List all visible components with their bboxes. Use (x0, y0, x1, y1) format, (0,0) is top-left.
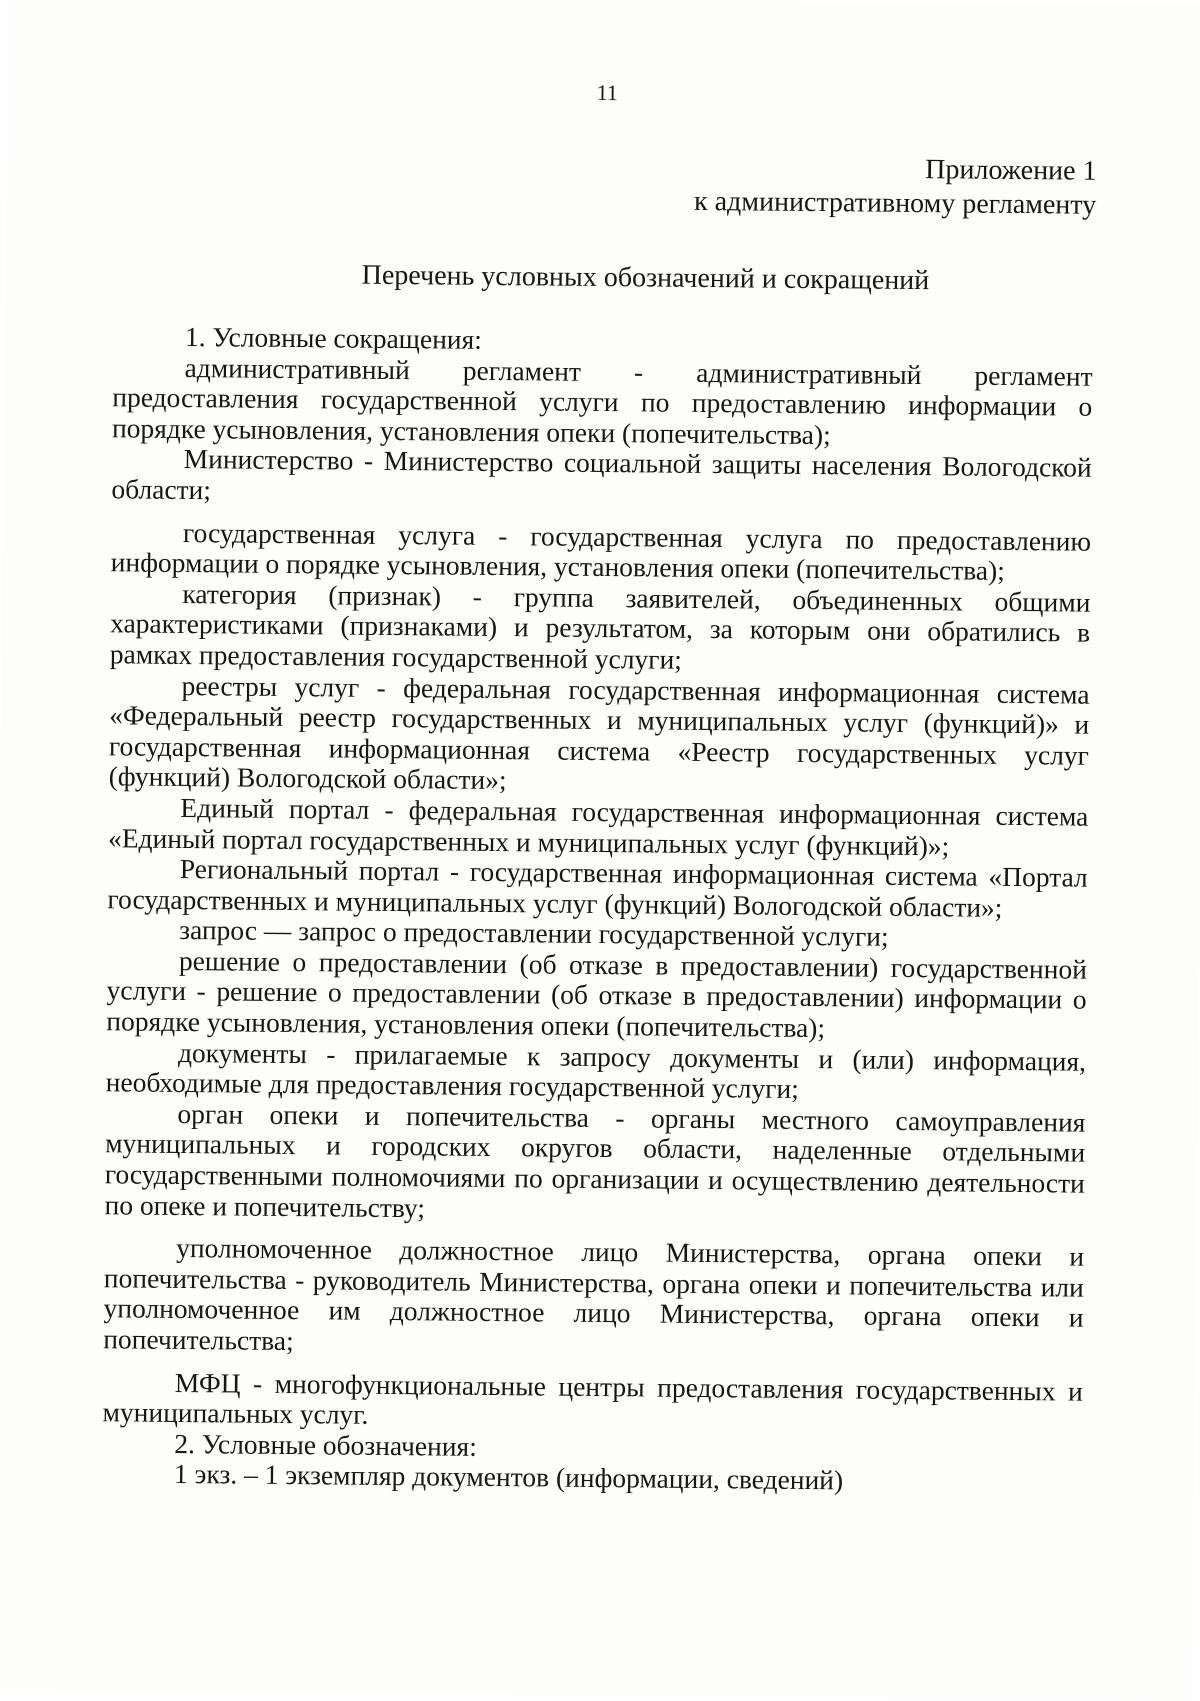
definition-item: административный регламент - административный регламент предоставления государственной услуги по предоставлению информации о порядке усыновления, установления опеки (попечительства); (111, 351, 1093, 450)
definition-item: государственная услуга - государственная услуга по предоставлению информации о порядке усыновления, установления опеки (попечительства); (110, 516, 1092, 587)
appendix-line-2: к административному регламенту (693, 185, 1097, 221)
section-1-heading: 1. Условные сокращения: (184, 320, 483, 355)
definition-item: категория (признак) - группа заявителей, объединенных общими характеристиками (признаками) и результатом, за которым они обратились в рамках предоставления государственной услуги; (109, 577, 1091, 675)
definition-item: Единый портал - федеральная государственная информационная система «Единый портал государственных и муниципальных услуг (функций)»; (107, 791, 1089, 861)
definition-item: МФЦ - многофункциональные центры предоставления государственных и муниципальных услуг. (102, 1366, 1083, 1430)
page-number: 11 (596, 79, 618, 106)
document-body (102, 321, 1093, 1498)
appendix-line-1: Приложение 1 (925, 154, 1097, 187)
definition-item: решение о предоставлении (об отказе в предоставлении) государственной услуги - решение о предоставлении (об отказе в предоставлении) информации о порядке усыновления, установления опеки (попечительства); (106, 944, 1088, 1044)
definition-item: уполномоченное должностное лицо Министерства, органа опеки и попечительства - руководитель Министерства, органа опеки и попечительства или уполномоченное им должностное лицо Министерства, органа опеки и попечительства; (103, 1232, 1085, 1357)
definition-item: реестры услуг - федеральная государственная информационная система «Федеральный реестр государственных и муниципальных услуг (функций)» и государственная информационная система «Реестр государственных услуг (функций) Вологодской области»; (108, 669, 1090, 796)
definition-item: Министерство - Министерство социальной защиты населения Вологодской области; (111, 443, 1092, 506)
definition-item: орган опеки и попечительства - органы местного самоуправления муниципальных и городских округов области, наделенные отдельными государственными полномочиями по организации и осуществлению деятельности по опеке и попечительству; (104, 1097, 1086, 1223)
definition-item: Региональный портал - государственная информационная система «Портал государственных и муниципальных услуг (функций) Вологодской области»; (107, 853, 1088, 923)
section-2-heading: 2. Условные обозначения: (174, 1427, 477, 1462)
notation-item: 1 экз. – 1 экземпляр документов (информации, сведений) (173, 1458, 844, 1496)
definition-item: запрос — запрос о предоставлении государственной услуги; (179, 914, 889, 953)
document-title: Перечень условных обозначений и сокращений (361, 259, 930, 297)
appendix-header (694, 151, 1097, 223)
definition-item: документы - прилагаемые к запросу документы и (или) информация, необходимые для предоставления государственной услуги; (105, 1036, 1087, 1105)
